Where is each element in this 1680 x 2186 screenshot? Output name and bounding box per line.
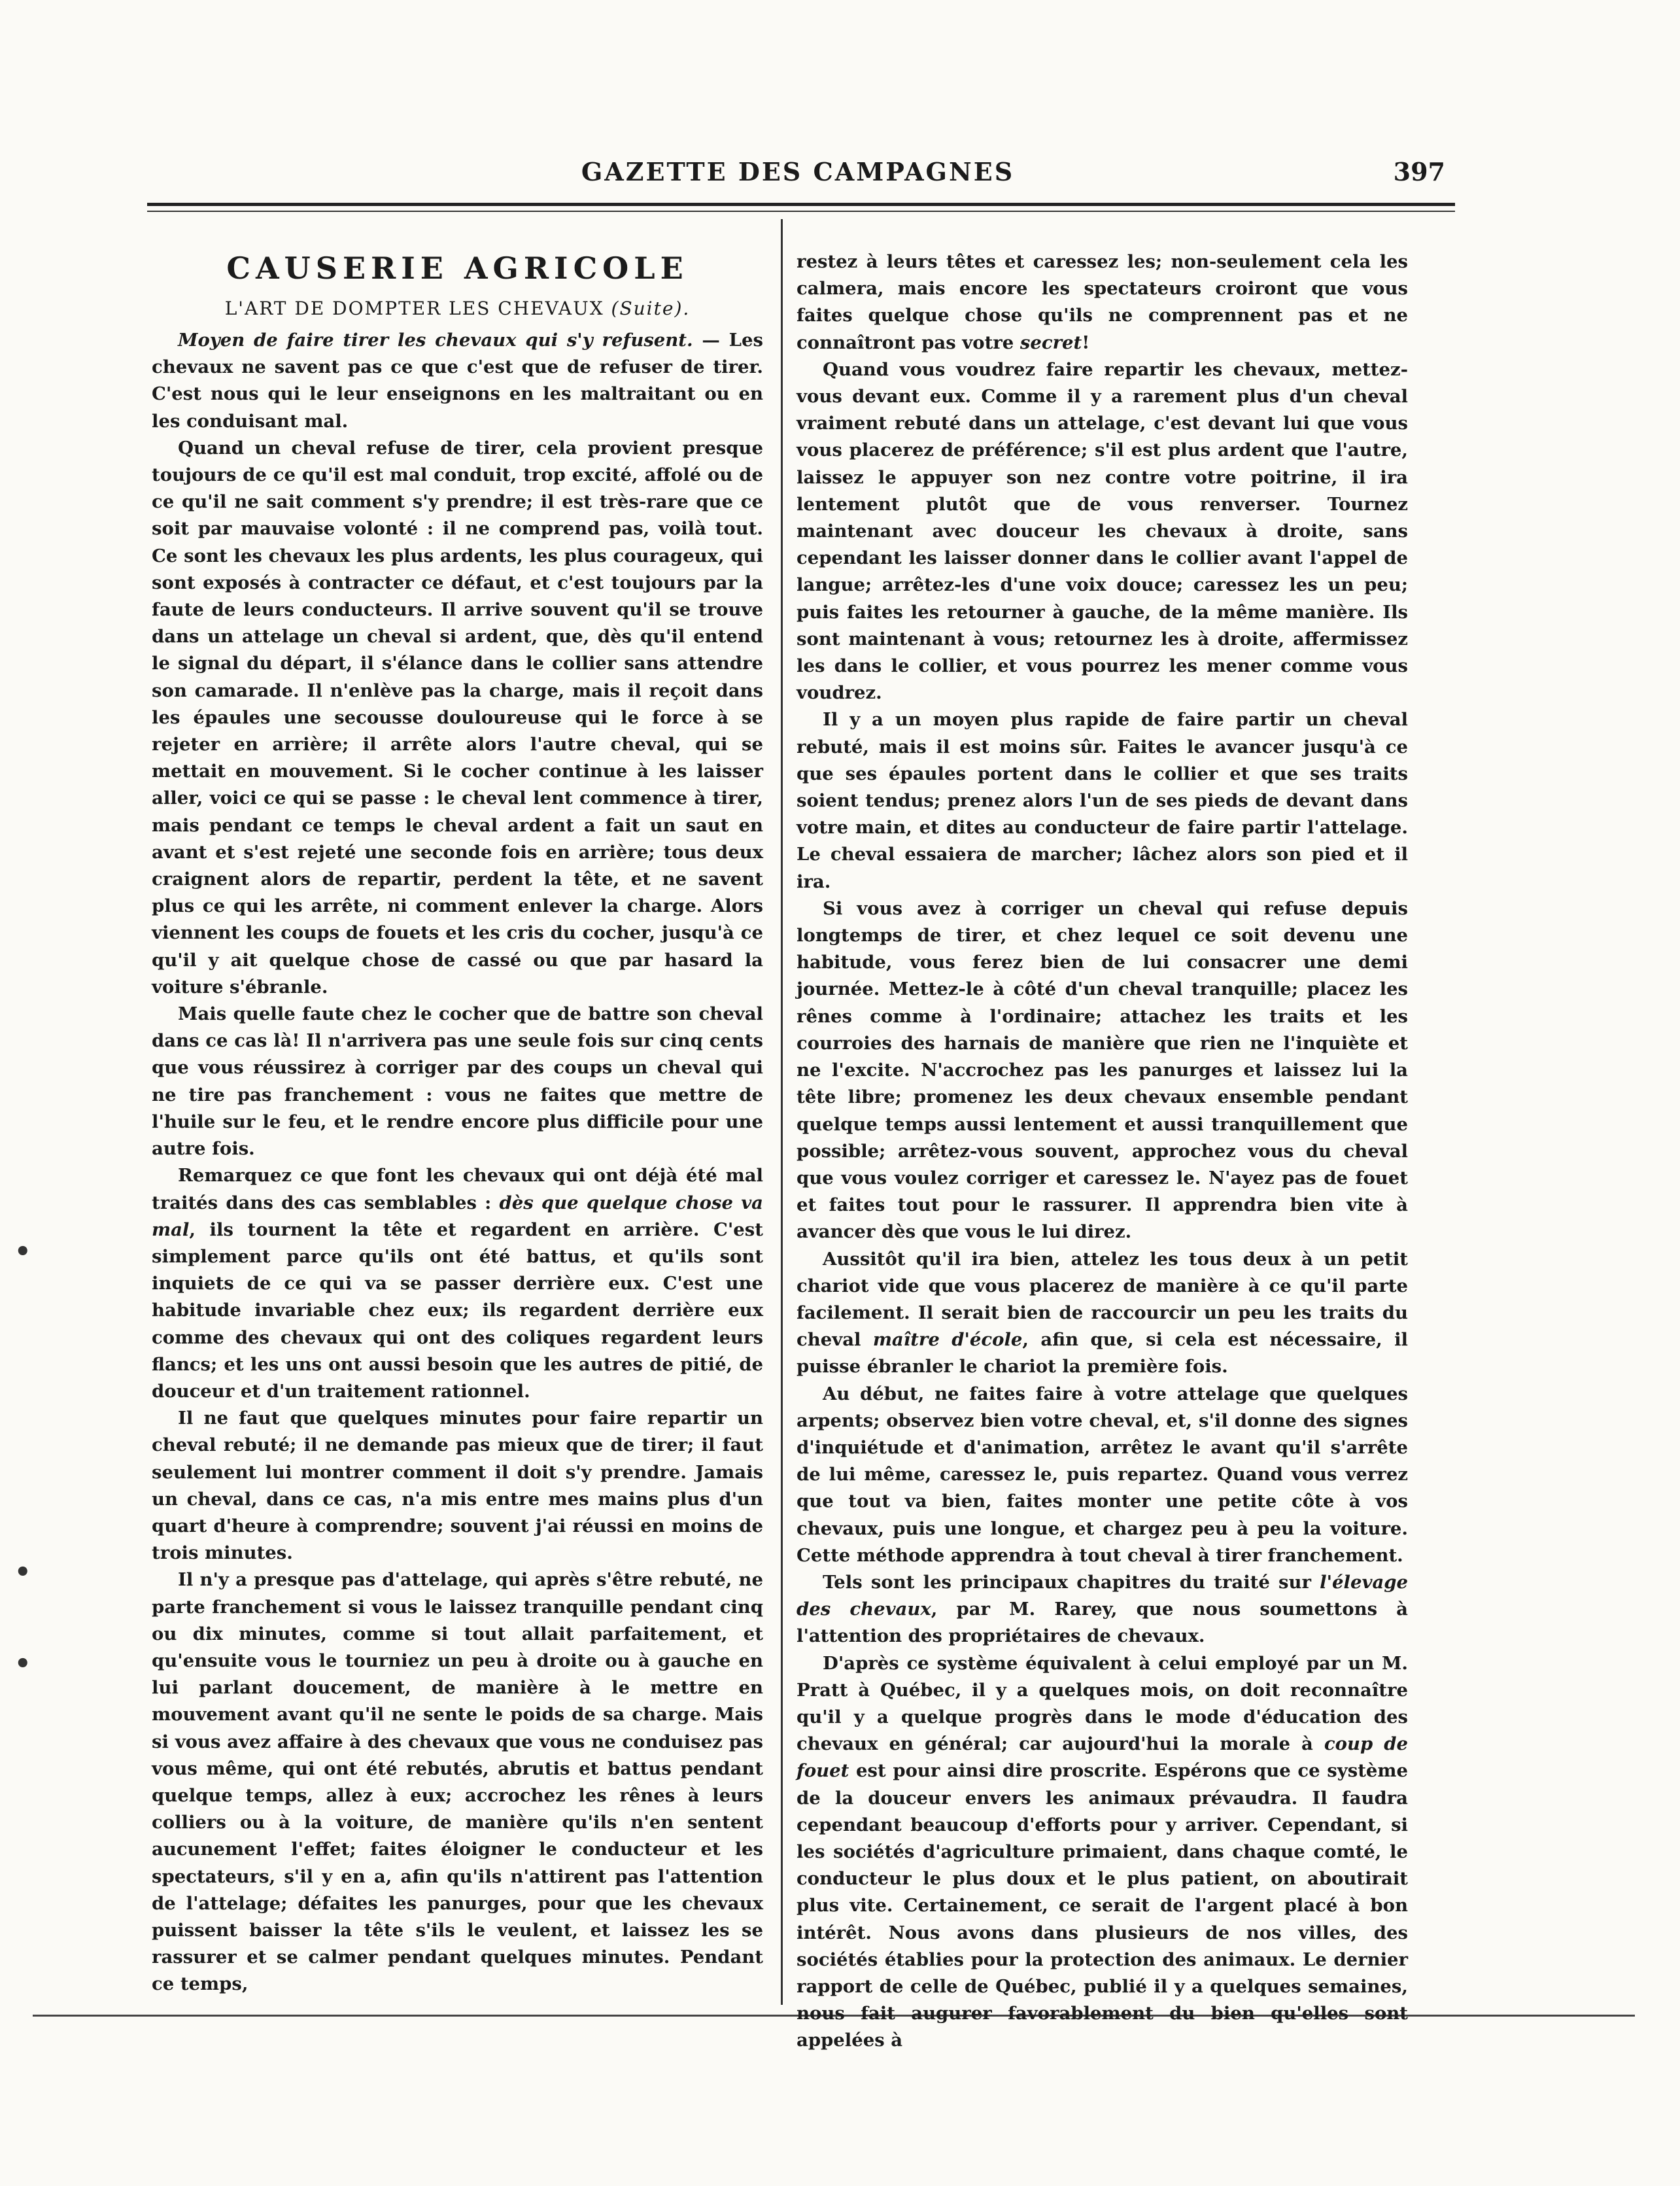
paragraph-r7-italic: l'élevage des chevaux: [797, 1571, 1408, 1620]
paragraph-r1-text: restez à leurs têtes et caressez les; non-seulement cela les calmera, mais encore les spectateurs croiront que vous faites quelque chose qu'ils ne comprennent pas et ne connaîtront pas votre: [797, 251, 1408, 353]
page-header: [144, 157, 1458, 196]
newspaper-title: GAZETTE DES CAMPAGNES: [581, 157, 1015, 186]
paragraph-r1: [797, 249, 1408, 356]
paragraph-r1-italic: secret: [1020, 332, 1082, 353]
margin-ink-mark: •: [14, 1557, 31, 1587]
header-rule-thin: [147, 211, 1455, 212]
margin-ink-mark: •: [14, 1648, 31, 1679]
column-divider: [781, 219, 783, 2005]
page-number: 397: [1393, 157, 1445, 186]
paragraph-r5-text-a: Aussitôt qu'il ira bien, attelez les tous deux à un petit chariot vide que vous placerez de manière à ce qu'il parte facilement. Il serait bien de raccourcir un peu les traits du cheval: [797, 1248, 1408, 1351]
article-subtitle: [152, 294, 763, 323]
paragraph-1: [152, 327, 763, 435]
paragraph-r7: [797, 1569, 1408, 1650]
paragraph-r8-text-b: est pour ainsi dire proscrite. Espérons que ce système de la douceur envers les animaux prévaudra. Il faudra cependant beaucoup d'efforts pour y arriver. Cependant, si les sociétés d'agriculture primaient, dans chaque comté, le conducteur le plus doux et le plus patient, on aboutirait plus vite. Certainement, ce serait de l'argent placé à bon intérêt. Nous avons dans plusieurs de nos villes, des sociétés établies pour la protection des animaux. Le dernier rapport de celle de Québec, publié il y a quelques semaines, nous fait augurer favorablement du bien qu'elles sont appelées à: [797, 1760, 1408, 2051]
paragraph-1-italic: Moyen de faire tirer les chevaux qui s'y refusent.: [178, 330, 693, 351]
left-column: [152, 249, 763, 2002]
margin-ink-mark: •: [14, 1236, 31, 1267]
paragraph-r4: Si vous avez à corriger un cheval qui refuse depuis longtemps de tirer, et chez lequel ce soit devenu une habitude, vous ferez bien de lui consacrer une demi journée. Mettez-le à côté d'un cheval tranquille; placez les rênes comme à l'ordinaire; attachez les traits et les courroies des harnais de manière que rien ne l'inquiète et ne l'excite. N'accrochez pas les panurges et laissez lui la tête libre; promenez les deux chevaux ensemble pendant quelque temps aussi lentement et aussi tranquillement que possible; arrêtez-vous souvent, approchez vous du cheval que vous voulez corriger et caressez le. N'ayez pas de fouet et faites tout pour le rassurer. Il apprendra bien vite à avancer dès que vous le lui direz.: [797, 897, 1408, 1243]
header-rule-thick: [147, 203, 1455, 206]
paragraph-r8: [797, 1650, 1408, 2055]
paragraph-4-text-b: , ils tournent la tête et regardent en arrière. C'est simplement parce qu'ils ont été battus, et qu'ils sont inquiets de ce qui va se passer derrière eux. C'est une habitude invariable chez eux; ils regardent derrière eux comme des chevaux qui ont des coliques regardent leurs flancs; et les uns ont aussi besoin que les autres de pitié, de douceur et d'un traitement rationnel.: [152, 1219, 763, 1402]
paragraph-4-text-a: Remarquez ce que font les chevaux qui ont déjà été mal traités dans des cas semblables :: [152, 1165, 763, 1213]
right-column: [797, 249, 1409, 2051]
paragraph-r7-text-b: , par M. Rarey, que nous soumettons à l'attention des propriétaires de chevaux.: [797, 1599, 1408, 1647]
paragraph-r8-text-a: D'après ce système équivalent à celui employé par un M. Pratt à Québec, il y a quelques mois, on doit reconnaître qu'il y a quelque progrès dans le mode d'éducation des chevaux en général; car aujourd'hui la morale à: [797, 1652, 1408, 1755]
subtitle-text: L'ART DE DOMPTER LES CHEVAUX: [224, 298, 604, 319]
paragraph-r5-text-b: , afin que, si cela est nécessaire, il puisse ébranler le chariot la première fois.: [797, 1329, 1408, 1378]
paragraph-r1-end: !: [1082, 332, 1090, 353]
paragraph-4-italic: dès que quelque chose va mal: [152, 1192, 763, 1240]
paragraph-r6: Au début, ne faites faire à votre attelage que quelques arpents; observez bien votre cheval, et, s'il donne des signes d'inquiétude et d'animation, arrêtez le avant qu'il s'arrête de lui même, caressez le, puis repartez. Quand vous verrez que tout va bien, faites monter une petite côte à vos chevaux, puis une longue, et chargez peu à peu la voiture. Cette méthode apprendra à tout cheval à tirer franchement.: [797, 1383, 1408, 1566]
paragraph-5: Il ne faut que quelques minutes pour faire repartir un cheval rebuté; il ne demande pas mieux que de tirer; il faut seulement lui montrer comment il doit s'y prendre. Jamais un cheval, dans ce cas, n'a mis entre mes mains plus d'un quart d'heure à comprendre; souvent j'ai réussi en moins de trois minutes.: [152, 1408, 763, 1564]
paragraph-4: [152, 1162, 763, 1405]
paragraph-r2: Quand vous voudrez faire repartir les chevaux, mettez-vous devant eux. Comme il y a rarement plus d'un cheval vraiment rebuté dans un attelage, c'est devant lui que vous vous placerez de préférence; s'il est plus ardent que l'autre, laissez le appuyer son nez contre votre poitrine, il ira lentement plutôt que de vous renverser. Tournez maintenant avec douceur les chevaux à droite, sans cependant les laisser donner dans le collier avant l'appel de langue; arrêtez-les d'une voix douce; caressez les un peu; puis faites les retourner à gauche, de la même manière. Ils sont maintenant à vous; retournez les à droite, affermissez les dans le collier, et vous pourrez les mener comme vous voudrez.: [797, 358, 1408, 704]
article-heading: CAUSERIE AGRICOLE: [226, 251, 689, 286]
paragraph-1-text: — Les chevaux ne savent pas ce que c'est que de refuser de tirer. C'est nous qui le leur enseignons en les maltraitant ou en les conduisant mal.: [152, 330, 763, 432]
paragraph-r3: Il y a un moyen plus rapide de faire partir un cheval rebuté, mais il est moins sûr. Faites le avancer jusqu'à ce que ses épaules portent dans le collier et que ses traits soient tendus; prenez alors l'un de ses pieds de devant dans votre main, et dites au conducteur de faire partir l'attelage. Le cheval essaiera de marcher; lâchez alors son pied et il ira.: [797, 709, 1408, 892]
paragraph-r7-text-a: Tels sont les principaux chapitres du traité sur: [823, 1571, 1320, 1593]
paragraph-3: Mais quelle faute chez le cocher que de battre son cheval dans ce cas là! Il n'arrivera pas une seule fois sur cinq cents que vous réussirez à corriger par des coups un cheval qui ne tire pas franchement : vous ne faites que mettre de l'huile sur le feu, et le rendre encore plus difficile pour une autre fois.: [152, 1003, 763, 1160]
subtitle-suite: (Suite).: [611, 298, 691, 319]
paragraph-6: Il n'y a presque pas d'attelage, qui après s'être rebuté, ne parte franchement si vous le laissez tranquille pendant cinq ou dix minutes, comme si tout allait parfaitement, et qu'ensuite vous le tourniez un peu à droite ou à gauche en lui parlant doucement, de manière à le mettre en mouvement avant qu'il ne sente le poids de sa charge. Mais si vous avez affaire à des chevaux que vous ne conduisez pas vous même, qui ont été rebutés, abrutis et battus pendant quelque temps, allez à eux; accrochez les rênes à leurs colliers ou à la voiture, de manière qu'ils n'en sentent aucunement l'effet; faites éloigner le conducteur et les spectateurs, s'il y en a, afin qu'ils n'attirent pas l'attention de l'attelage; défaites les panurges, pour que les chevaux puissent baisser la tête s'ils le veulent, et laissez les se rassurer et se calmer pendant quelques minutes. Pendant ce temps,: [152, 1569, 763, 1995]
paragraph-r5: [797, 1246, 1408, 1381]
paragraph-r5-italic: maître d'école: [872, 1329, 1023, 1351]
paragraph-r8-italic: coup de fouet: [797, 1733, 1409, 1782]
paragraph-2: Quand un cheval refuse de tirer, cela provient presque toujours de ce qu'il est mal conduit, trop excité, affolé ou de ce qu'il ne sait comment s'y prendre; il est très-rare que ce soit par mauvaise volonté : il ne comprend pas, voilà tout. Ce sont les chevaux les plus ardents, les plus courageux, qui sont exposés à contracter ce défaut, et c'est toujours par la faute de leurs conducteurs. Il arrive souvent qu'il se trouve dans un attelage un cheval si ardent, que, dès qu'il entend le signal du départ, il s'élance dans le collier sans attendre son camarade. Il n'enlève pas la charge, mais il reçoit dans les épaules une secousse douloureuse qui le force à se rejeter en arrière; il arrête alors l'autre cheval, qui se mettait en mouvement. Si le cocher continue à les laisser aller, voici ce qui se passe : le cheval lent commence à tirer, mais pendant ce temps le cheval ardent a fait un saut en avant et s'est rejeté une seconde fois en arrière; tous deux craignent alors de repartir, perdent la tête, et ne savent plus ce qui les arrête, ni comment enlever la charge. Alors viennent les coups de fouets et les cris du cocher, jusqu'à ce qu'il y ait quelque chose de cassé ou que par hasard la voiture s'ébranle.: [152, 437, 763, 998]
